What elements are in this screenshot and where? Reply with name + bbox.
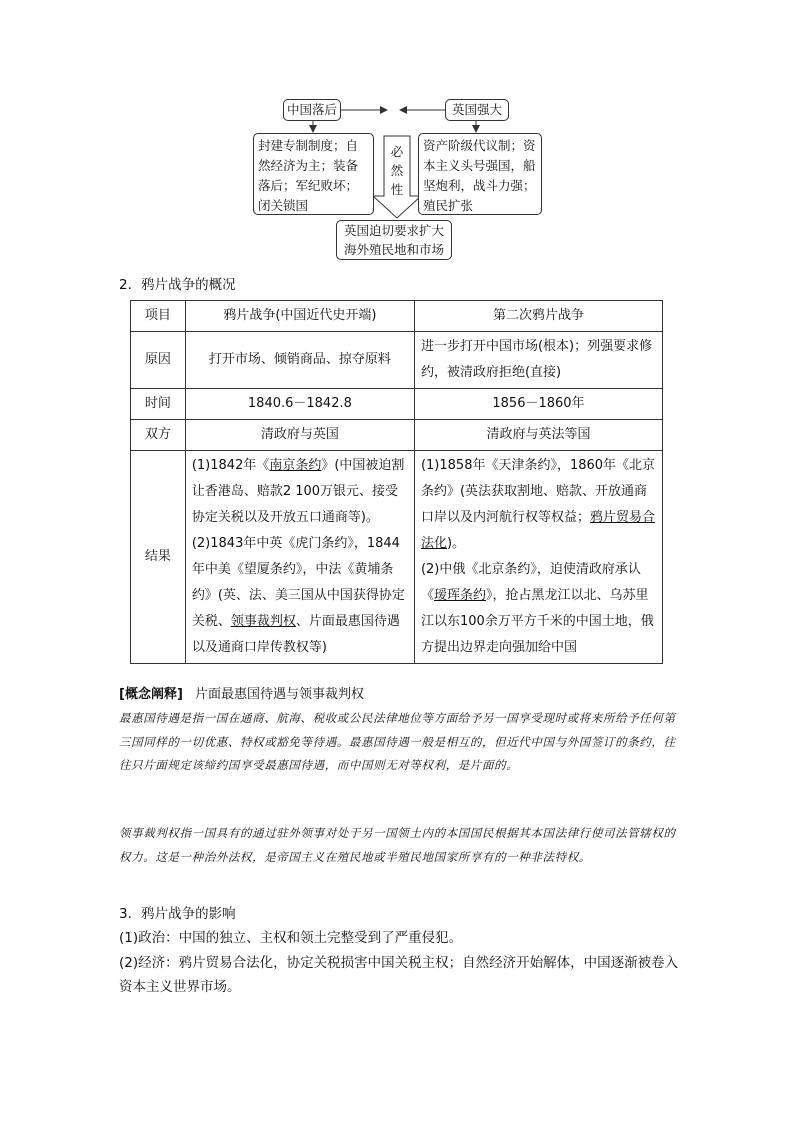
concept-paragraph-2: 领事裁判权指一国具有的通过驻外领事对处于另一国领土内的本国国民根据其本国法律行使司法管辖权的权力。这是一种治外法权，是帝国主义在殖民地或半殖民地国家所享有的一种非法特权。 [119, 826, 676, 864]
britain-demand-text: 英国迫切要求扩大海外殖民地和市场 [343, 223, 444, 257]
header-first-war: 鸦片战争(中国近代史开端) [185, 301, 414, 332]
result-second-war-p2: (2)中俄《北京条约》，迫使清政府承认《瑷珲条约》，抢占黑龙江以北、乌苏里江以东100余万平方千米的中国土地，俄方提出边界走向强加给中国 [420, 562, 654, 655]
necessity-label: 必 然 性 [390, 144, 404, 197]
table-header-row [131, 301, 663, 332]
section-3-title: 3．鸦片战争的影响 [119, 906, 236, 922]
time-first-war: 1840.6－1842.8 [185, 389, 414, 420]
row-reason [131, 332, 663, 389]
result-first-war [185, 451, 414, 664]
reason-second-war: 进一步打开中国市场(根本)；列强要求修约，被清政府拒绝(直接) [414, 332, 662, 389]
row-label-result: 结果 [131, 451, 186, 664]
opium-war-table [130, 300, 663, 664]
concept-heading [119, 683, 364, 702]
result-second-war-p1: (1)1858年《天津条约》，1860年《北京条约》(英法获取割地、赔款、开放通商口岸以及内河航行权等权益；鸦片贸易合法化)。 [420, 458, 656, 551]
concept-title: 片面最惠国待遇与领事裁判权 [195, 687, 365, 702]
concept-paragraph-1: 最惠国待遇是指一国在通商、航海、税收或公民法律地位等方面给予另一国享受现时或将来所给予任何第三国同样的一切优惠、特权或豁免等待遇。最惠国待遇一般是相互的，但近代中国与外国签订的条约，往往只片面规定该缔约国享受最惠国待遇，而中国则无对等权利，是片面的。 [119, 711, 676, 772]
britain-strong-box [445, 99, 509, 121]
reason-first-war: 打开市场、倾销商品、掠夺原料 [185, 332, 414, 389]
china-detail-text: 封建专制制度；自然经济为主；装备落后；军纪败坏；闭关锁国 [258, 138, 359, 213]
sides-second-war: 清政府与英法等国 [414, 420, 662, 451]
result-first-war-p2: (2)1843年中英《虎门条约》，1844年中美《望厦条约》，中法《黄埔条约》(英、法、美三国从中国获得协定关税、领事裁判权、片面最惠国待遇以及通商口岸传教权等) [191, 536, 405, 655]
influence-politics: (1)政治：中国的独立、主权和领土完整受到了严重侵犯。 [119, 930, 463, 946]
header-item: 项目 [131, 301, 186, 332]
china-backward-label: 中国落后 [286, 102, 337, 117]
row-label-sides: 双方 [131, 420, 186, 451]
consular-jurisdiction: 领事裁判权 [230, 614, 296, 629]
britain-detail-box [418, 133, 542, 215]
opium-trade-legalized: 鸦片贸易合法化 [420, 510, 655, 551]
result-first-war-p1: (1)1842年《南京条约》(中国被迫割让香港岛、赔款2 100万银元、接受协定关税以及开放五口通商等)。 [191, 458, 405, 525]
row-sides [131, 420, 663, 451]
result-second-war [414, 451, 662, 664]
britain-demand-box [336, 220, 452, 260]
header-second-war: 第二次鸦片战争 [414, 301, 662, 332]
concept-tag: [概念阐释] [119, 687, 183, 702]
china-detail-box [253, 133, 374, 215]
treaty-nanjing: 南京条约 [269, 458, 322, 473]
china-backward-box [283, 99, 341, 121]
britain-strong-label: 英国强大 [451, 102, 502, 117]
treaty-aigun: 瑷珲条约 [433, 588, 486, 603]
influence-economy: (2)经济：鸦片贸易合法化，协定关税损害中国关税主权；自然经济开始解体，中国逐渐被卷入资本主义世界市场。 [119, 955, 679, 995]
row-label-time: 时间 [131, 389, 186, 420]
row-result [131, 451, 663, 664]
time-second-war: 1856－1860年 [414, 389, 662, 420]
row-label-reason: 原因 [131, 332, 186, 389]
cause-diagram [0, 0, 794, 270]
sides-first-war: 清政府与英国 [185, 420, 414, 451]
section-2-title: 2．鸦片战争的概况 [119, 277, 236, 293]
row-time [131, 389, 663, 420]
britain-detail-text: 资产阶级代议制；资本主义头号强国，船坚炮利，战斗力强；殖民扩张 [423, 138, 536, 213]
